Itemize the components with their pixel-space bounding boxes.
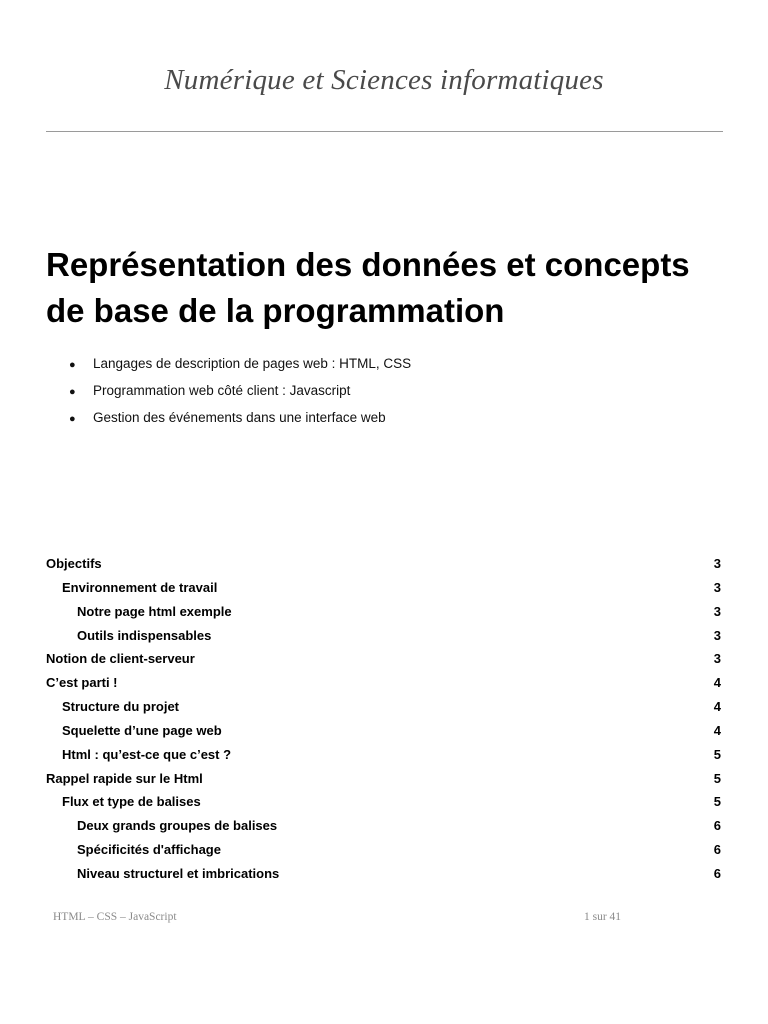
toc-entry[interactable] — [46, 743, 723, 767]
page-title: Représentation des données et concepts de base de la programmation — [46, 246, 690, 329]
toc-entry-page: 4 — [713, 722, 721, 738]
toc-entry[interactable] — [46, 576, 723, 600]
toc-entry-label: Flux et type de balises — [62, 794, 201, 810]
toc-entry[interactable] — [46, 814, 723, 838]
toc-entry-label: Niveau structurel et imbrications — [77, 865, 280, 881]
toc-entry[interactable] — [46, 838, 723, 862]
footer-page-number: 1 sur 41 — [584, 911, 622, 923]
topic-bullet-item — [69, 350, 411, 377]
topic-bullet-item — [69, 377, 411, 404]
toc-entry-label: Notion de client-serveur — [46, 651, 195, 667]
toc-entry-page: 3 — [713, 603, 721, 619]
toc-entry-label: Structure du projet — [62, 699, 180, 715]
toc-entry-page: 6 — [713, 865, 721, 881]
toc-entry[interactable] — [46, 671, 723, 695]
toc-entry[interactable] — [46, 790, 723, 814]
toc-entry-page: 3 — [713, 579, 721, 595]
toc-entry[interactable] — [46, 647, 723, 671]
toc-entry-page: 5 — [713, 794, 721, 810]
toc-entry[interactable] — [46, 695, 723, 719]
toc-entry-page: 5 — [713, 746, 721, 762]
toc-entry-label: Deux grands groupes de balises — [77, 818, 278, 834]
toc-entry-label: Squelette d’une page web — [62, 722, 222, 738]
bullet-icon: ● — [69, 386, 76, 398]
toc-entry[interactable] — [46, 624, 723, 648]
toc-entry-label: Notre page html exemple — [77, 603, 232, 619]
topic-bullet-text: Programmation web côté client : Javascript — [93, 383, 351, 398]
toc-entry-page: 6 — [713, 818, 721, 834]
toc-entry-label: C’est parti ! — [46, 675, 118, 691]
toc-entry[interactable] — [46, 719, 723, 743]
footer-left-text: HTML – CSS – JavaScript — [53, 911, 177, 923]
toc-entry-page: 6 — [713, 842, 721, 858]
toc-entry-label: Environnement de travail — [62, 579, 218, 595]
toc-entry-page: 3 — [713, 627, 721, 643]
document-header-title: Numérique et Sciences informatiques — [164, 64, 604, 96]
toc-entry[interactable] — [46, 600, 723, 624]
topic-bullet-item — [69, 404, 411, 431]
header-divider — [46, 131, 723, 132]
topic-bullet-text: Gestion des événements dans une interface web — [93, 410, 386, 425]
toc-entry[interactable] — [46, 767, 723, 791]
topic-bullet-list — [69, 350, 411, 431]
toc-entry-label: Outils indispensables — [77, 627, 212, 643]
toc-entry-page: 4 — [713, 675, 721, 691]
toc-entry[interactable] — [46, 552, 723, 576]
toc-entry-label: Spécificités d'affichage — [77, 842, 221, 858]
bullet-icon: ● — [69, 359, 76, 371]
toc-entry-label: Objectifs — [46, 556, 102, 571]
table-of-contents — [46, 552, 723, 886]
toc-entry[interactable] — [46, 862, 723, 886]
bullet-icon: ● — [69, 413, 76, 425]
toc-entry-page: 3 — [713, 651, 721, 667]
toc-entry-page: 3 — [713, 556, 721, 571]
topic-bullet-text: Langages de description de pages web : HTML, CSS — [93, 356, 412, 371]
toc-entry-page: 5 — [713, 770, 721, 786]
toc-entry-page: 4 — [713, 699, 721, 715]
toc-entry-label: Html : qu’est-ce que c’est ? — [62, 746, 232, 762]
toc-entry-label: Rappel rapide sur le Html — [46, 770, 203, 786]
